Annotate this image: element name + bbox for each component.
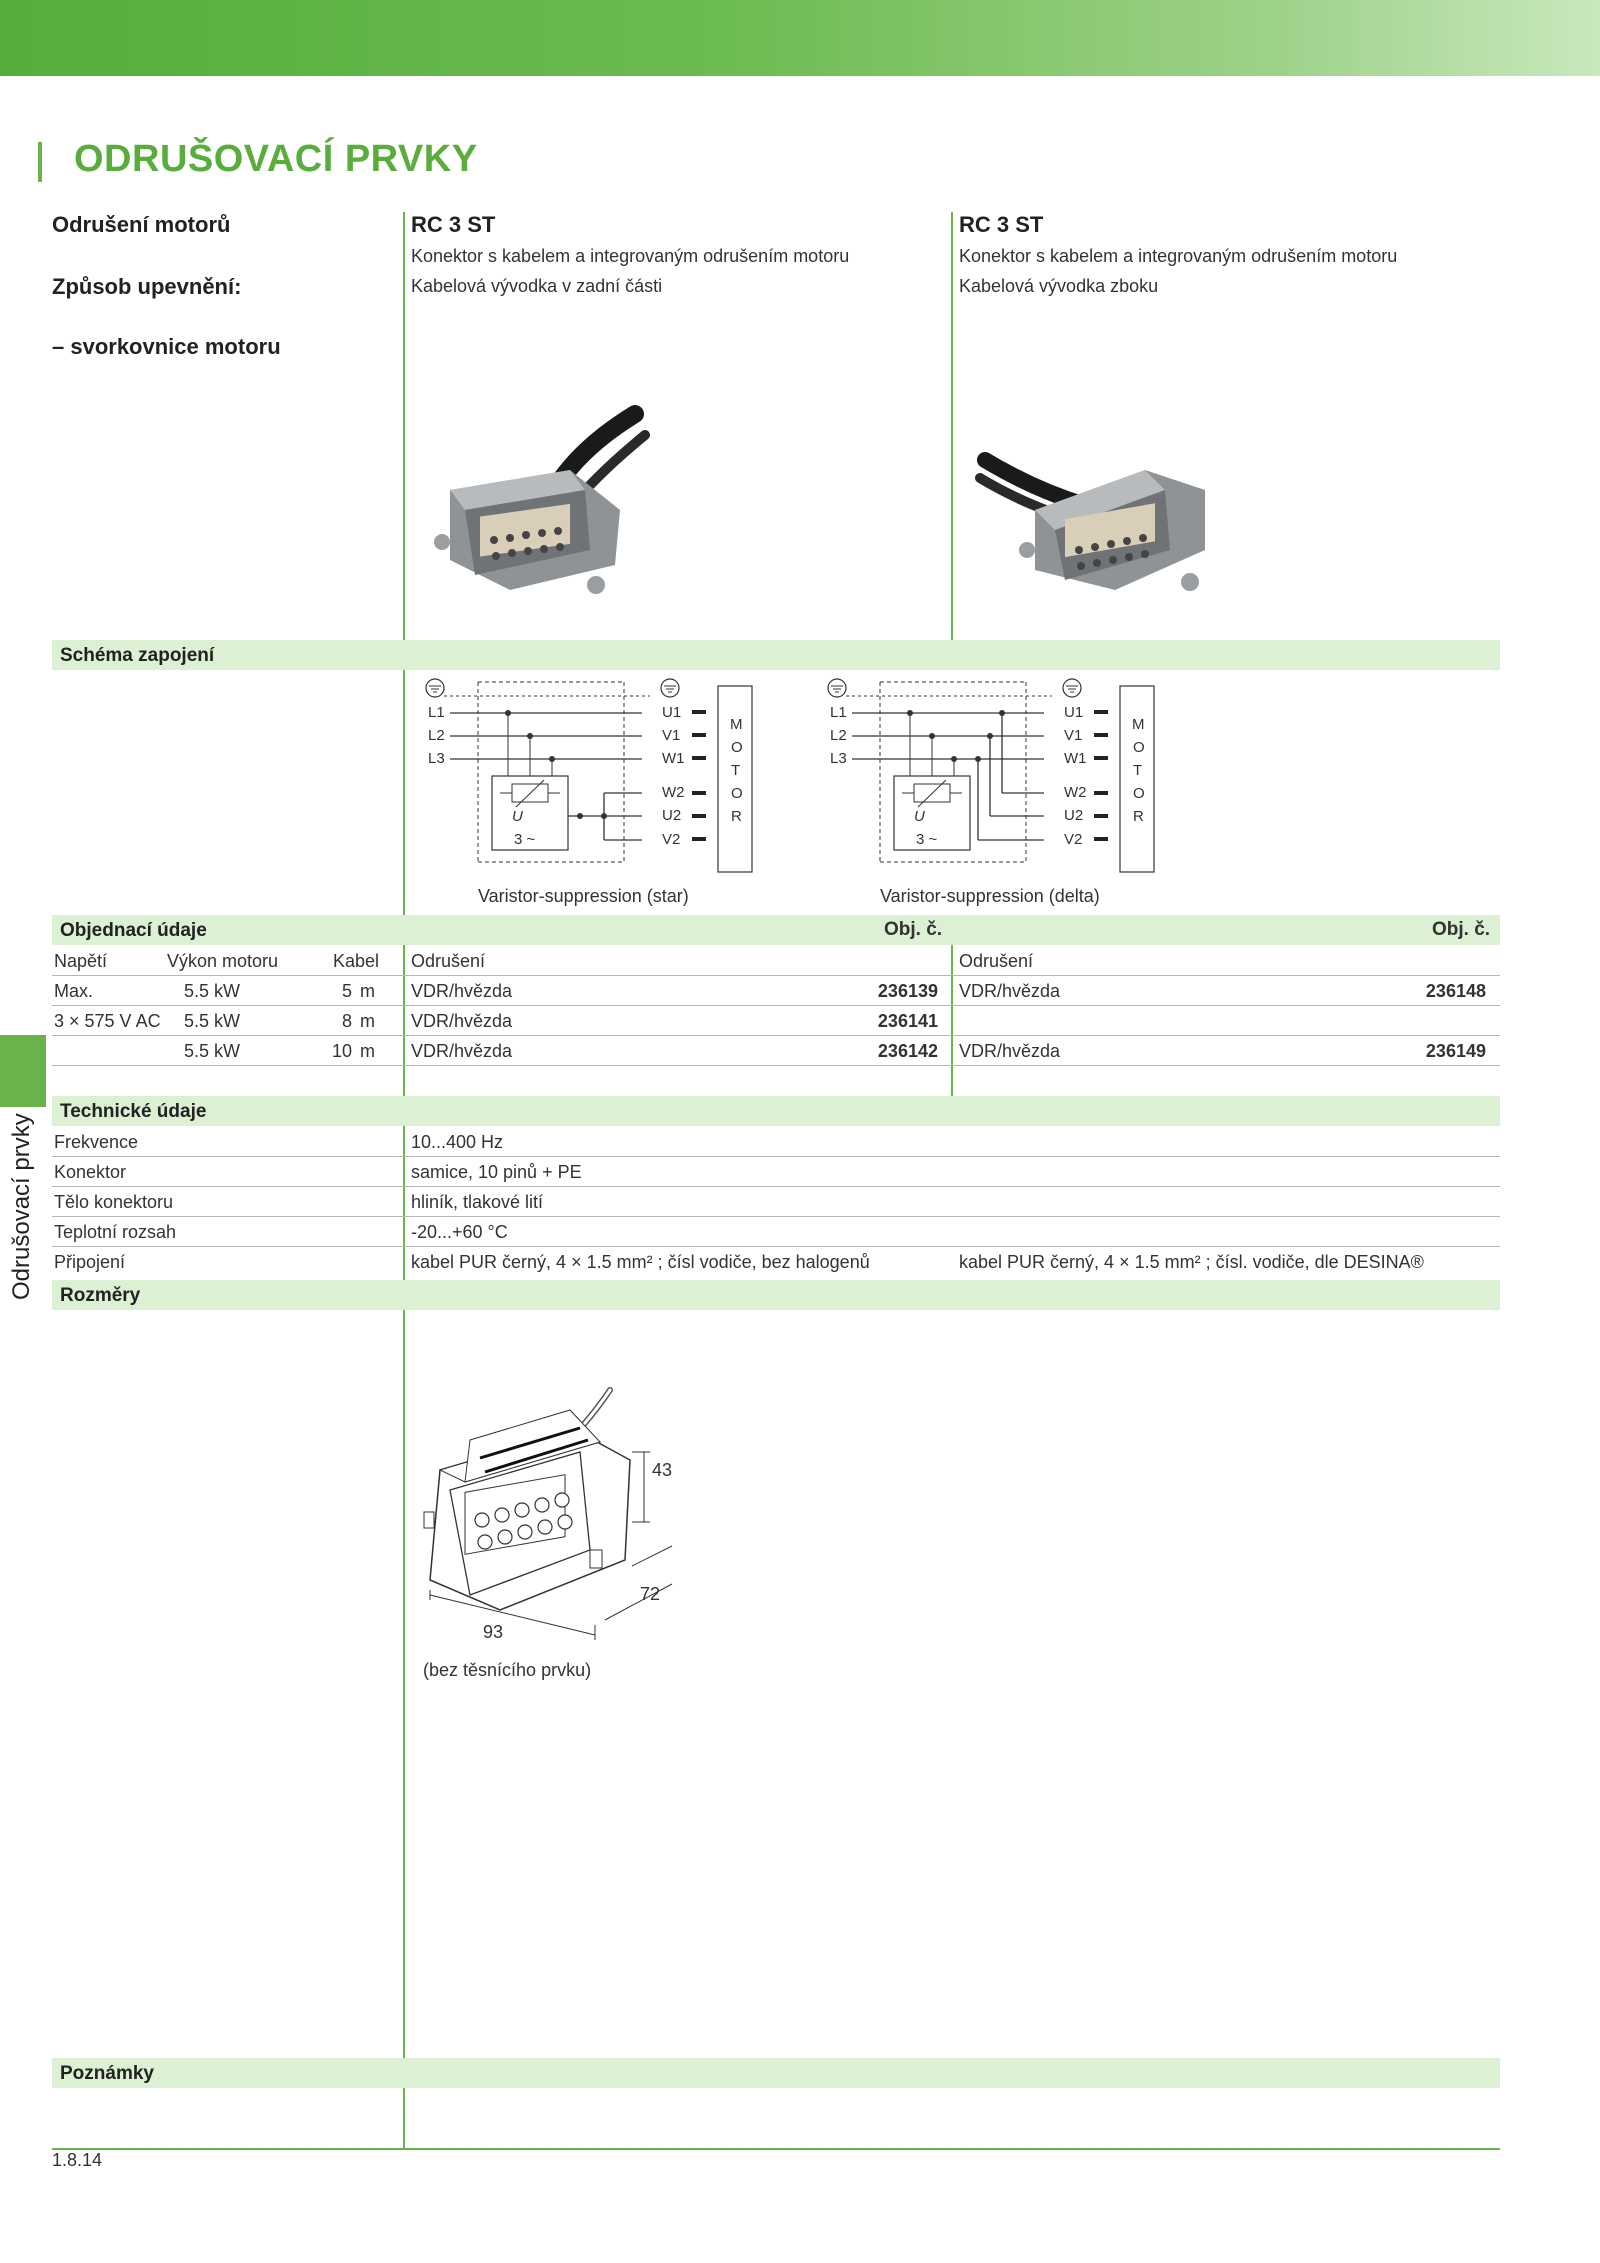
order-cable-unit: m — [360, 1041, 375, 1061]
product-2-desc: Konektor s kabelem a integrovaným odrušením motoru — [959, 246, 1398, 266]
col-voltage: Napětí — [54, 951, 108, 971]
order-number-header-2: Obj. č. — [1432, 919, 1491, 940]
svg-text:L2: L2 — [830, 727, 847, 744]
svg-text:W1: W1 — [1064, 750, 1087, 767]
product-2-name: RC 3 ST — [959, 212, 1044, 237]
svg-text:W2: W2 — [662, 784, 685, 801]
order-number-1: 236142 — [877, 1041, 938, 1061]
svg-text:W1: W1 — [662, 750, 685, 767]
footer-line — [52, 2148, 1500, 2150]
svg-text:O: O — [731, 785, 743, 802]
svg-text:R: R — [731, 808, 742, 825]
order-cable: 10 — [331, 1041, 352, 1061]
order-number-1: 236141 — [877, 1011, 938, 1031]
svg-text:V2: V2 — [1064, 831, 1083, 848]
row-divider — [52, 1035, 1500, 1036]
svg-text:Varistor-suppression (delta): Varistor-suppression (delta) — [880, 886, 1100, 906]
dim-width: 93 — [483, 1622, 504, 1642]
svg-text:O: O — [1133, 739, 1145, 756]
tech-label: Frekvence — [54, 1132, 139, 1152]
row-divider — [52, 1216, 1500, 1217]
svg-text:O: O — [1133, 785, 1145, 802]
svg-text:U1: U1 — [662, 704, 682, 721]
order-suppression-2: VDR/hvězda — [959, 981, 1061, 1001]
header-band — [0, 0, 1600, 76]
title-accent-bar — [38, 142, 42, 182]
order-number-1: 236139 — [877, 981, 938, 1001]
row-divider — [52, 1186, 1500, 1187]
svg-text:U2: U2 — [662, 807, 682, 824]
svg-text:V2: V2 — [662, 831, 681, 848]
order-power: 5.5 — [184, 1041, 210, 1061]
column-divider-1 — [403, 212, 405, 2148]
svg-text:L3: L3 — [428, 750, 445, 767]
connector-photo-rear — [420, 400, 660, 630]
svg-text:U2: U2 — [1064, 807, 1084, 824]
order-cable: 5 — [341, 981, 352, 1001]
tech-value-1: hliník, tlakové lití — [411, 1192, 544, 1212]
svg-text:M: M — [730, 716, 743, 733]
svg-text:U1: U1 — [1064, 704, 1084, 721]
voltage-max: Max. — [54, 981, 94, 1001]
svg-text:3 ~: 3 ~ — [514, 831, 536, 848]
label-terminal-box: – svorkovnice motoru — [52, 334, 281, 359]
order-power-unit: kW — [214, 1041, 240, 1061]
section-notes: Poznámky — [52, 2058, 1500, 2088]
product-2-entry: Kabelová vývodka zboku — [959, 276, 1159, 296]
svg-text:U: U — [512, 808, 523, 825]
column-divider-2a — [951, 212, 953, 640]
side-tab-marker — [0, 1035, 46, 1107]
connector-photo-side — [975, 420, 1235, 630]
product-1-name: RC 3 ST — [411, 212, 496, 237]
product-1-desc: Konektor s kabelem a integrovaným odrušením motoru — [411, 246, 850, 266]
col-suppression-1: Odrušení — [411, 951, 486, 971]
svg-text:V1: V1 — [1064, 727, 1083, 744]
section-dimensions: Rozměry — [52, 1280, 1500, 1310]
voltage-value: 3 × 575 V AC — [54, 1011, 161, 1031]
svg-text:W2: W2 — [1064, 784, 1087, 801]
order-power-unit: kW — [214, 981, 240, 1001]
page-title: ODRUŠOVACÍ PRVKY — [74, 138, 478, 180]
order-power: 5.5 — [184, 1011, 210, 1031]
row-divider — [52, 1005, 1500, 1006]
svg-text:L2: L2 — [428, 727, 445, 744]
wiring-diagram — [400, 672, 1200, 922]
col-power: Výkon motoru — [167, 951, 279, 971]
order-power-unit: kW — [214, 1011, 240, 1031]
order-number-2: 236149 — [1425, 1041, 1486, 1061]
row-divider — [52, 1246, 1500, 1247]
side-label: Odrušovací prvky — [8, 1113, 35, 1300]
svg-text:L3: L3 — [830, 750, 847, 767]
tech-value-1: -20...+60 °C — [411, 1222, 508, 1242]
svg-text:Varistor-suppression (star): Varistor-suppression (star) — [478, 886, 689, 906]
section-wiring-diagram: Schéma zapojení — [52, 640, 1500, 670]
order-cable: 8 — [341, 1011, 352, 1031]
column-divider-2b — [951, 942, 953, 1096]
product-1-entry: Kabelová vývodka v zadní části — [411, 276, 663, 296]
tech-value-1: kabel PUR černý, 4 × 1.5 mm² ; čísl vodiče, bez halogenů — [411, 1252, 870, 1272]
tech-label: Tělo konektoru — [54, 1192, 174, 1212]
dimension-note: (bez těsnícího prvku) — [423, 1660, 592, 1680]
svg-text:O: O — [731, 739, 743, 756]
tech-value-1: 10...400 Hz — [411, 1132, 504, 1152]
row-divider — [52, 1065, 1500, 1066]
label-suppression: Odrušení motorů — [52, 212, 231, 237]
svg-text:U: U — [914, 808, 925, 825]
order-number-2: 236148 — [1425, 981, 1486, 1001]
wiring-diagram-star — [426, 679, 752, 906]
svg-text:T: T — [731, 762, 741, 779]
svg-text:L1: L1 — [830, 704, 847, 721]
order-suppression-1: VDR/hvězda — [411, 1011, 513, 1031]
order-suppression-2: VDR/hvězda — [959, 1041, 1061, 1061]
svg-text:L1: L1 — [428, 704, 445, 721]
order-suppression-1: VDR/hvězda — [411, 981, 513, 1001]
section-technical-data: Technické údaje — [52, 1096, 1500, 1126]
order-suppression-1: VDR/hvězda — [411, 1041, 513, 1061]
label-mounting: Způsob upevnění: — [52, 274, 242, 299]
svg-text:R: R — [1133, 808, 1144, 825]
tech-value-1: samice, 10 pinů + PE — [411, 1162, 582, 1182]
order-number-header-1: Obj. č. — [884, 919, 943, 940]
col-cable: Kabel — [333, 951, 380, 971]
svg-text:3 ~: 3 ~ — [916, 831, 938, 848]
svg-text:T: T — [1133, 762, 1143, 779]
dim-depth: 72 — [640, 1584, 661, 1604]
wiring-diagram-delta — [828, 679, 1154, 906]
svg-text:M: M — [1132, 716, 1145, 733]
section-order-data: Objednací údaje — [52, 915, 1500, 945]
dimension-drawing — [410, 1380, 700, 1670]
tech-value-2: kabel PUR černý, 4 × 1.5 mm² ; čísl. vodiče, dle DESINA® — [959, 1252, 1424, 1272]
row-divider — [52, 1156, 1500, 1157]
col-suppression-2: Odrušení — [959, 951, 1034, 971]
tech-label: Připojení — [54, 1252, 126, 1272]
order-cable-unit: m — [360, 1011, 375, 1031]
dim-height: 43 — [652, 1460, 673, 1480]
svg-text:V1: V1 — [662, 727, 681, 744]
tech-label: Konektor — [54, 1162, 127, 1182]
order-cable-unit: m — [360, 981, 375, 1001]
page-number: 1.8.14 — [52, 2150, 103, 2170]
order-power: 5.5 — [184, 981, 210, 1001]
row-divider — [52, 975, 1500, 976]
tech-label: Teplotní rozsah — [54, 1222, 177, 1242]
